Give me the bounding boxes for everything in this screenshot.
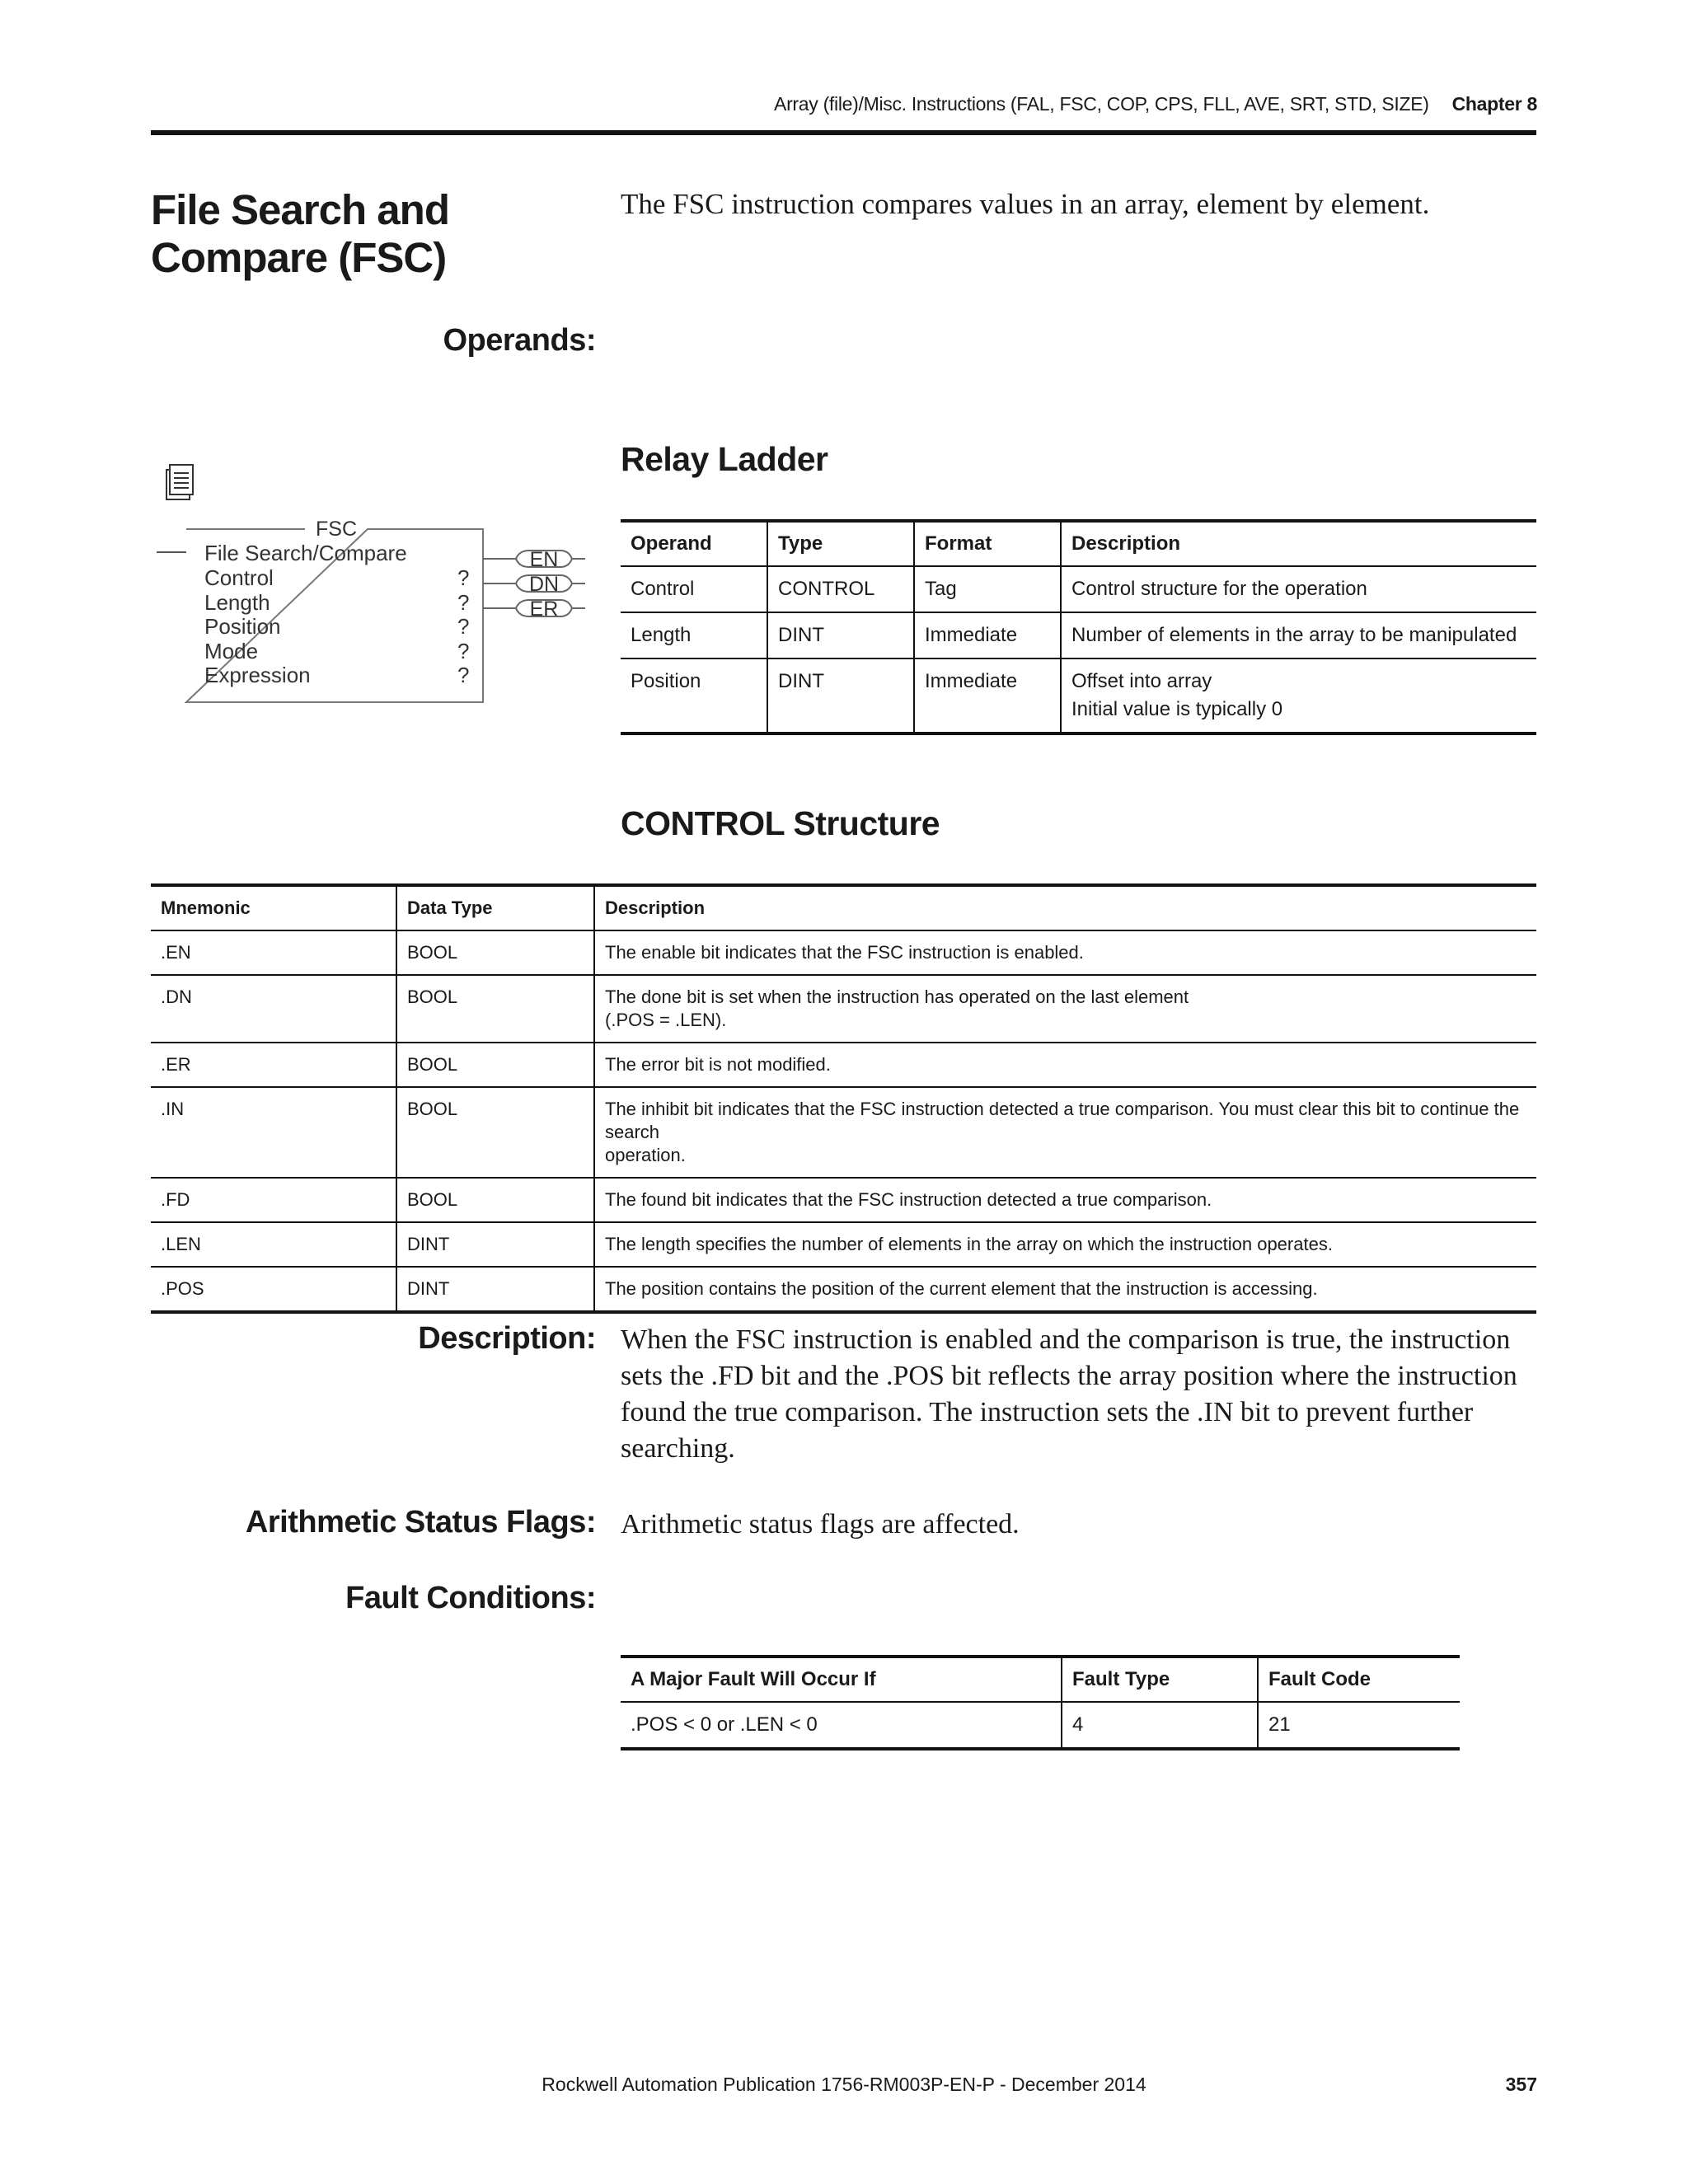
table-row <box>151 1087 1536 1178</box>
cell: BOOL <box>396 1178 594 1222</box>
cell: Tag <box>914 566 1061 612</box>
col-header: Operand <box>621 521 767 566</box>
cell: BOOL <box>396 1087 594 1178</box>
block-title: File Search/Compare <box>204 541 407 565</box>
output-en: EN <box>529 548 559 571</box>
cell: Length <box>621 612 767 658</box>
cell <box>1061 566 1536 612</box>
section-intro: The FSC instruction compares values in an array, element by element. <box>621 188 1430 220</box>
block-name: FSC <box>316 518 357 541</box>
cell: DINT <box>767 612 914 658</box>
cell <box>594 1087 1536 1178</box>
cell <box>594 930 1536 975</box>
col-header: Fault Type <box>1062 1657 1258 1702</box>
cell: DINT <box>396 1267 594 1312</box>
cell: .IN <box>151 1087 396 1178</box>
cell <box>594 1267 1536 1312</box>
fault-conditions-heading: Fault Conditions: <box>345 1581 596 1615</box>
cell: Immediate <box>914 612 1061 658</box>
fsc-ladder-block <box>157 462 602 721</box>
cell-line: The enable bit indicates that the FSC instruction is enabled. <box>605 942 1084 963</box>
table-row <box>151 930 1536 975</box>
cell-line: The error bit is not modified. <box>605 1054 831 1075</box>
col-header: Data Type <box>396 885 594 930</box>
cell: DINT <box>396 1222 594 1267</box>
table-row <box>621 566 1536 612</box>
cell: .ER <box>151 1043 396 1087</box>
col-header: Description <box>594 885 1536 930</box>
table-row <box>621 612 1536 658</box>
publication-footer: Rockwell Automation Publication 1756-RM003P-EN-P - December 2014 <box>542 2074 1146 2095</box>
cell: 21 <box>1258 1702 1460 1749</box>
table-row <box>621 658 1536 733</box>
block-row-value: ? <box>457 590 470 615</box>
cell <box>594 975 1536 1043</box>
cell-line: The position contains the position of the current element that the instruction is accessing. <box>605 1278 1318 1299</box>
block-row-label: Mode <box>204 639 259 663</box>
table-header-row <box>151 885 1536 930</box>
cell-line: Offset into array <box>1071 670 1212 692</box>
output-er: ER <box>529 598 559 621</box>
fault-table <box>621 1655 1460 1750</box>
cell: 4 <box>1062 1702 1258 1749</box>
cell-line: Control structure for the operation <box>1071 578 1367 600</box>
block-row-value: ? <box>457 565 470 590</box>
block-row-label: Position <box>204 614 281 639</box>
output-dn: DN <box>528 573 560 596</box>
col-header: Description <box>1061 521 1536 566</box>
cell: Immediate <box>914 658 1061 733</box>
table-row <box>151 1222 1536 1267</box>
section-title: File Search and Compare (FSC) <box>151 186 449 281</box>
cell-line: The done bit is set when the instruction has operated on the last element <box>605 987 1189 1007</box>
block-row-value: ? <box>457 639 470 663</box>
cell: .POS <box>161 1278 204 1299</box>
header-rule <box>151 130 1536 135</box>
block-row-value: ? <box>457 614 470 639</box>
cell: BOOL <box>396 930 594 975</box>
block-row-label: Length <box>204 590 270 615</box>
table-row <box>621 1702 1460 1749</box>
cell-line: The found bit indicates that the FSC instruction detected a true comparison. <box>605 1189 1212 1210</box>
cell: BOOL <box>396 975 594 1043</box>
cell <box>594 1178 1536 1222</box>
cell <box>594 1222 1536 1267</box>
block-row-label: Expression <box>204 663 311 687</box>
page-number: 357 <box>1505 2074 1537 2095</box>
description-heading: Description: <box>418 1321 596 1356</box>
operands-heading: Operands: <box>443 323 596 358</box>
col-header: Format <box>914 521 1061 566</box>
table-row <box>151 975 1536 1043</box>
operand-table <box>621 519 1536 735</box>
cell: CONTROL <box>767 566 914 612</box>
cell-line: (.POS = .LEN). <box>605 1010 727 1030</box>
cell: .FD <box>151 1178 396 1222</box>
ladder-diagram <box>157 462 602 717</box>
cell: .POS < 0 or .LEN < 0 <box>631 1713 818 1736</box>
col-header: Mnemonic <box>151 885 396 930</box>
arithmetic-heading: Arithmetic Status Flags: <box>245 1505 596 1540</box>
cell: .DN <box>151 975 396 1043</box>
description-text: When the FSC instruction is enabled and the comparison is true, the instruction sets the .FD bit and the .POS bit reflects the array position where the instruction found the true comparison. The instruction sets the .IN bit to prevent further searching. <box>621 1324 1517 1464</box>
table-row <box>151 1267 1536 1312</box>
cell: Control <box>621 566 767 612</box>
cell-line: Number of elements in the array to be manipulated <box>1071 624 1517 646</box>
cell-line: operation. <box>605 1145 686 1165</box>
table-header-row <box>621 1657 1460 1702</box>
block-row-label: Control <box>204 565 274 590</box>
cell: .LEN <box>151 1222 396 1267</box>
cell-line: Initial value is typically 0 <box>1071 698 1283 720</box>
instruction-help-icon <box>166 465 193 499</box>
cell: Position <box>631 670 701 692</box>
cell <box>594 1043 1536 1087</box>
block-row-value: ? <box>457 663 470 687</box>
cell-line: The inhibit bit indicates that the FSC instruction detected a true comparison. You must clear this bit to continue the search <box>605 1099 1520 1142</box>
table-row <box>151 1043 1536 1087</box>
table-row <box>151 1178 1536 1222</box>
col-header: A Major Fault Will Occur If <box>621 1657 1062 1702</box>
col-header: Fault Code <box>1258 1657 1460 1702</box>
cell-line: The length specifies the number of elements in the array on which the instruction operates. <box>605 1234 1333 1254</box>
arithmetic-text: Arithmetic status flags are affected. <box>621 1509 1020 1540</box>
table-header-row <box>621 521 1536 566</box>
control-structure-heading: CONTROL Structure <box>621 804 940 842</box>
cell: DINT <box>767 658 914 733</box>
col-header: Type <box>767 521 914 566</box>
cell: BOOL <box>396 1043 594 1087</box>
chapter-label: Chapter 8 <box>1451 93 1537 115</box>
running-header <box>774 93 1537 115</box>
cell <box>1061 612 1536 658</box>
header-title: Array (file)/Misc. Instructions (FAL, FSC, COP, CPS, FLL, AVE, SRT, STD, SIZE) <box>774 93 1429 115</box>
control-structure-table <box>151 883 1536 1314</box>
cell <box>1061 658 1536 733</box>
relay-ladder-heading: Relay Ladder <box>621 440 828 478</box>
cell: .EN <box>151 930 396 975</box>
